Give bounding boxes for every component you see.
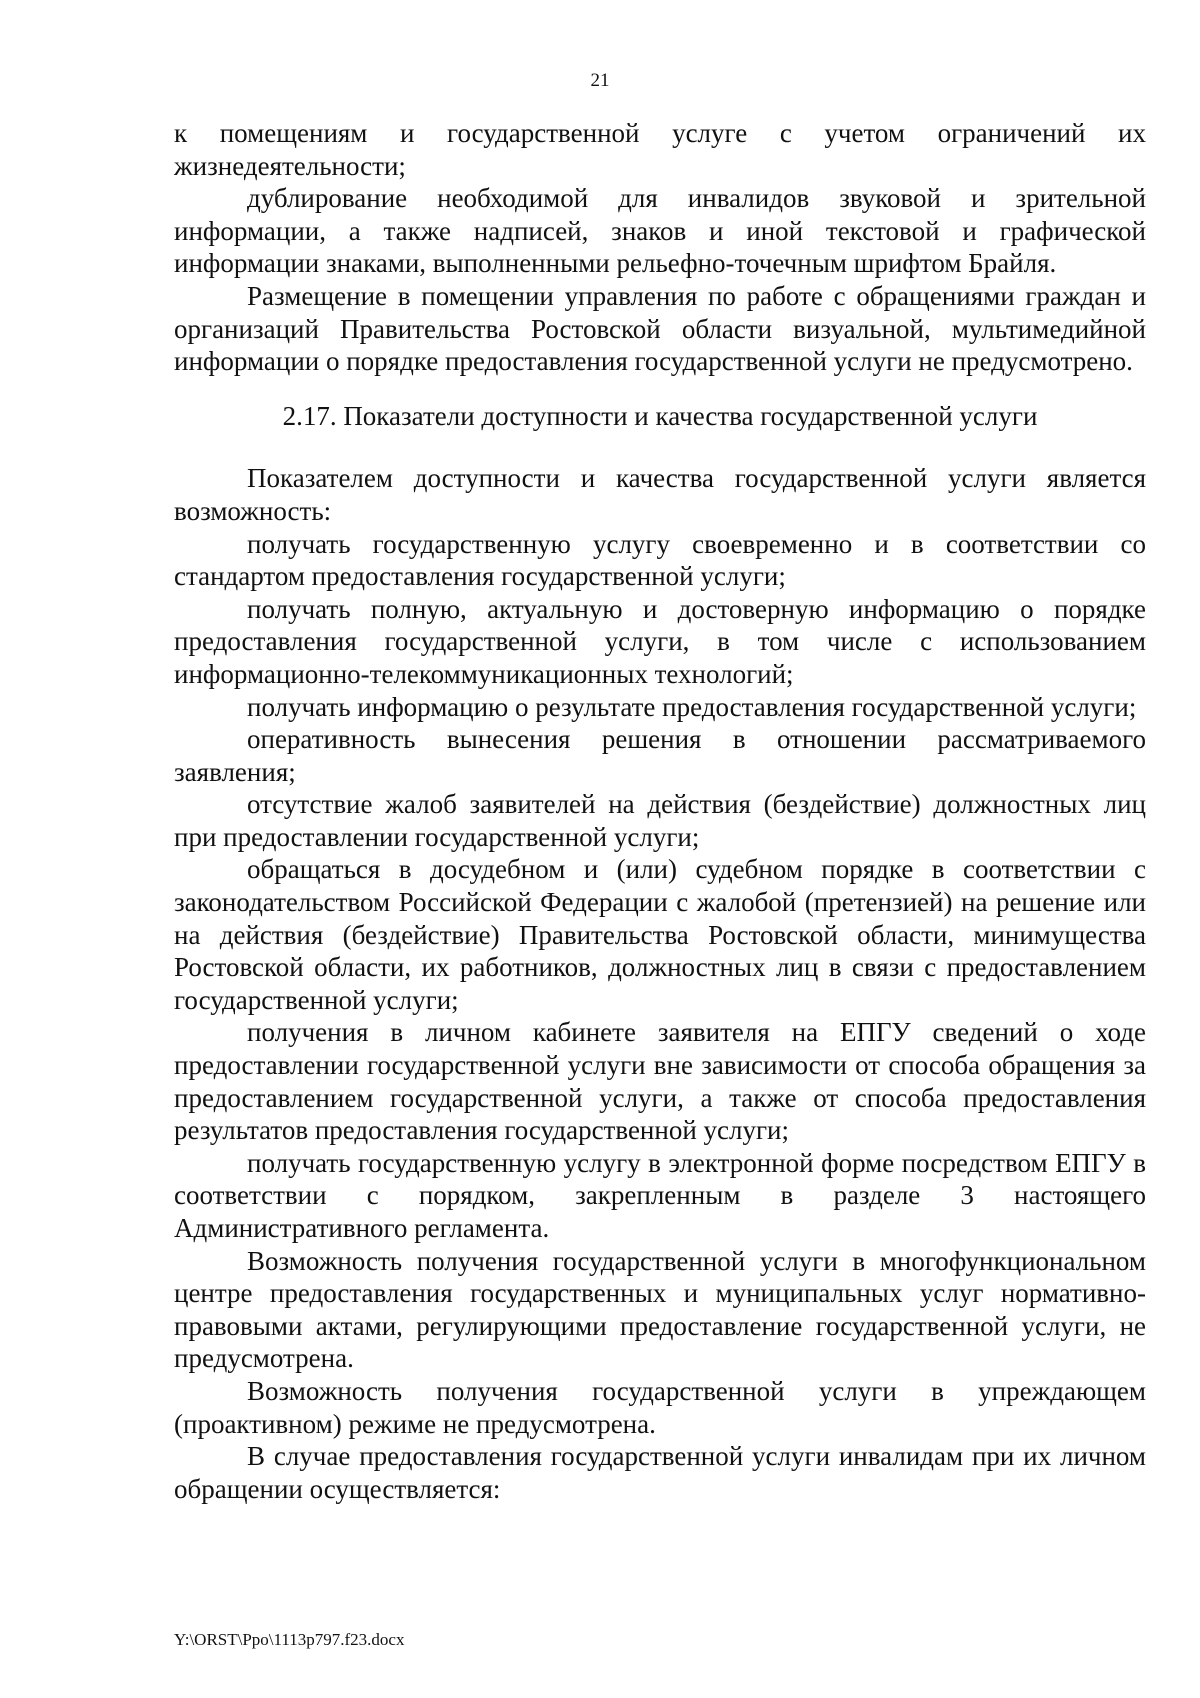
paragraph: отсутствие жалоб заявителей на действия (бездействие) должностных лиц при предоставлении государственной услуги; <box>174 789 1146 852</box>
paragraph: оперативность вынесения решения в отношении рассматриваемого заявления; <box>174 724 1146 787</box>
paragraph: Возможность получения государственной услуги в упреждающем (проактивном) режиме не предусмотрена. <box>174 1375 1146 1439</box>
paragraph: получать государственную услугу в электронной форме посредством ЕПГУ в соответствии с порядком, закрепленным в разделе 3 настоящего Административного регламента. <box>174 1147 1146 1243</box>
paragraph: Размещение в помещении управления по работе с обращениями граждан и организаций Правительства Ростовской области визуальной, мультимедийной информации о порядке предоставления государственной услуги не предусмотрено. <box>174 280 1146 377</box>
page-number: 21 <box>590 70 610 91</box>
paragraph: обращаться в досудебном и (или) судебном порядке в соответствии с законодательством Российской Федерации с жалобой (претензией) на решение или на действия (бездействие) Правительства Ростовской области, минимущества Ростовской области, их работников, должностных лиц в связи с предоставлением государственной услуги; <box>174 854 1146 1015</box>
paragraph: В случае предоставления государственной услуги инвалидам при их личном обращении осуществляется: <box>174 1441 1146 1504</box>
paragraph: Возможность получения государственной услуги в многофункциональном центре предоставления государственных и муниципальных услуг нормативно-правовыми актами, регулирующими предоставление государственной услуги, не предусмотрена. <box>174 1245 1146 1374</box>
paragraph: получать государственную услугу своевременно и в соответствии со стандартом предоставления государственной услуги; <box>174 528 1146 592</box>
paragraph: к помещениям и государственной услуге с учетом ограничений их жизнедеятельности; <box>174 118 1146 181</box>
document-body <box>174 117 1146 1505</box>
paragraph: получать информацию о результате предоставления государственной услуги; <box>247 691 1137 722</box>
paragraph: Показателем доступности и качества государственной услуги является возможность: <box>174 463 1146 526</box>
footer-file-path: Y:\ORST\Ppo\1113p797.f23.docx <box>174 1630 405 1649</box>
section-heading: 2.17. Показатели доступности и качества государственной услуги <box>282 400 1038 431</box>
paragraph: получать полную, актуальную и достоверную информацию о порядке предоставления государственной услуги, в том числе с использованием информационно-телекоммуникационных технологий; <box>174 593 1146 689</box>
paragraph: получения в личном кабинете заявителя на ЕПГУ сведений о ходе предоставлении государственной услуги вне зависимости от способа обращения за предоставлением государственной услуги, а также от способа предоставления результатов предоставления государственной услуги; <box>174 1017 1146 1146</box>
paragraph: дублирование необходимой для инвалидов звуковой и зрительной информации, а также надписей, знаков и иной текстовой и графической информации знаками, выполненными рельефно-точечным шрифтом Брайля. <box>174 183 1146 279</box>
